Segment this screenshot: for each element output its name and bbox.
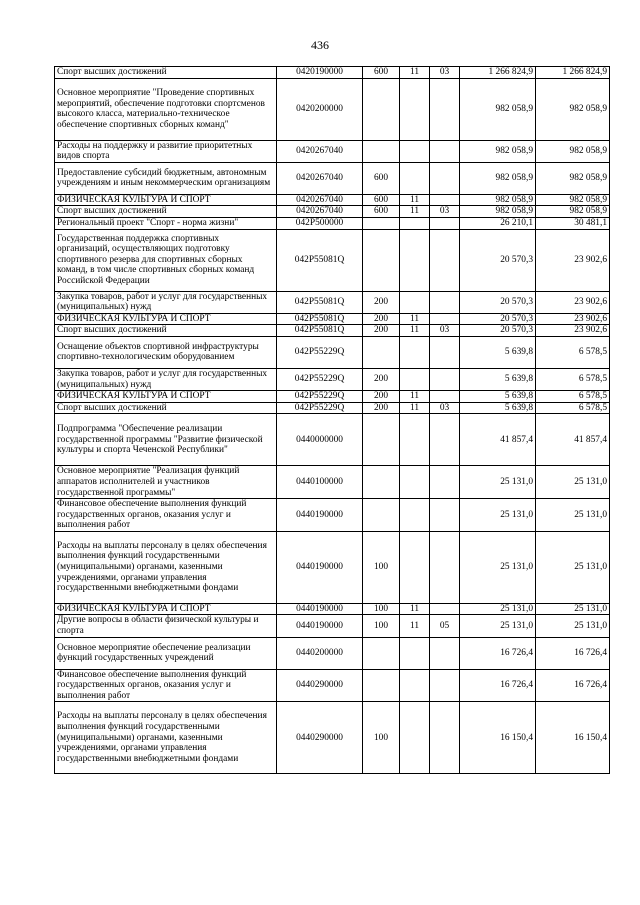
row-name-cell: ФИЗИЧЕСКАЯ КУЛЬТУРА И СПОРТ [55,603,277,615]
row-name-cell: Закупка товаров, работ и услуг для государственных (муниципальных) нужд [55,368,277,390]
row-rz-cell: 11 [400,615,430,637]
table-row [55,615,610,637]
row-sum2-cell: 25 131,0 [536,615,610,637]
row-csr-cell: 0420267040 [277,194,363,206]
row-csr-cell: 0420190000 [277,67,363,79]
row-vr-cell [363,229,400,291]
table-row [55,291,610,313]
row-vr-cell: 100 [363,615,400,637]
row-name-cell: Расходы на выплаты персоналу в целях обеспечения выполнения функций государственными (муниципальными) органами, казенными учреждениями, органами управления государственными внебюджетными фондами [55,531,277,603]
row-vr-cell: 200 [363,325,400,337]
table-row [55,78,610,140]
row-csr-cell: 0440290000 [277,702,363,774]
table-row [55,206,610,218]
row-pr-cell [430,291,460,313]
row-csr-cell: 042P55081Q [277,313,363,325]
row-rz-cell: 11 [400,391,430,403]
row-vr-cell: 200 [363,391,400,403]
row-csr-cell: 0420200000 [277,78,363,140]
row-sum1-cell: 982 058,9 [460,206,536,218]
row-pr-cell: 03 [430,206,460,218]
row-rz-cell [400,702,430,774]
table-row [55,217,610,229]
row-csr-cell: 042P55229Q [277,402,363,414]
row-pr-cell [430,466,460,499]
row-sum2-cell: 41 857,4 [536,414,610,466]
row-pr-cell [430,499,460,532]
row-name-cell: ФИЗИЧЕСКАЯ КУЛЬТУРА И СПОРТ [55,194,277,206]
table-row [55,325,610,337]
row-vr-cell: 600 [363,162,400,194]
row-pr-cell [430,531,460,603]
row-rz-cell: 11 [400,194,430,206]
row-sum2-cell: 25 131,0 [536,466,610,499]
table-row [55,140,610,162]
row-sum1-cell: 20 570,3 [460,291,536,313]
row-pr-cell [430,391,460,403]
row-name-cell: Предоставление субсидий бюджетным, автономным учреждениям и иным некоммерческим организациям [55,162,277,194]
row-rz-cell [400,140,430,162]
table-row [55,67,610,79]
row-csr-cell: 0440190000 [277,603,363,615]
row-pr-cell [430,78,460,140]
row-name-cell: Основное мероприятие "Реализация функций аппаратов исполнителей и участников государственной программы" [55,466,277,499]
row-sum1-cell: 5 639,8 [460,368,536,390]
table-row [55,637,610,669]
row-csr-cell: 0440190000 [277,615,363,637]
row-sum2-cell: 6 578,5 [536,368,610,390]
row-vr-cell: 200 [363,368,400,390]
row-rz-cell: 11 [400,325,430,337]
row-sum1-cell: 982 058,9 [460,78,536,140]
row-name-cell: Финансовое обеспечение выполнения функций государственных органов, оказания услуг и выполнения работ [55,499,277,532]
row-pr-cell [430,414,460,466]
row-vr-cell: 200 [363,291,400,313]
row-sum1-cell: 25 131,0 [460,603,536,615]
row-vr-cell: 600 [363,206,400,218]
row-sum1-cell: 982 058,9 [460,140,536,162]
row-sum1-cell: 16 150,4 [460,702,536,774]
row-sum1-cell: 25 131,0 [460,531,536,603]
row-csr-cell: 042P55081Q [277,291,363,313]
row-sum2-cell: 1 266 824,9 [536,67,610,79]
row-pr-cell [430,637,460,669]
row-pr-cell [430,669,460,702]
row-sum1-cell: 1 266 824,9 [460,67,536,79]
row-pr-cell [430,140,460,162]
row-rz-cell [400,499,430,532]
row-rz-cell [400,466,430,499]
row-pr-cell: 03 [430,67,460,79]
row-sum2-cell: 23 902,6 [536,229,610,291]
row-sum2-cell: 6 578,5 [536,391,610,403]
row-sum2-cell: 16 726,4 [536,669,610,702]
row-rz-cell: 11 [400,206,430,218]
row-rz-cell [400,78,430,140]
row-name-cell: Другие вопросы в области физической культуры и спорта [55,615,277,637]
row-name-cell: Подпрограмма "Обеспечение реализации государственной программы "Развитие физической культуры и спорта Чеченской Республики" [55,414,277,466]
row-csr-cell: 0420267040 [277,162,363,194]
row-sum2-cell: 30 481,1 [536,217,610,229]
row-name-cell: Основное мероприятие "Проведение спортивных мероприятий, обеспечение подготовки спортсменов высокого класса, материально-техническое обеспечение спортивных сборных команд" [55,78,277,140]
row-sum1-cell: 25 131,0 [460,499,536,532]
row-sum1-cell: 16 726,4 [460,669,536,702]
row-sum2-cell: 982 058,9 [536,78,610,140]
row-sum2-cell: 23 902,6 [536,313,610,325]
row-vr-cell [363,217,400,229]
row-csr-cell: 0440290000 [277,669,363,702]
row-sum1-cell: 16 726,4 [460,637,536,669]
row-vr-cell: 100 [363,702,400,774]
row-sum1-cell: 41 857,4 [460,414,536,466]
row-vr-cell [363,499,400,532]
row-rz-cell: 11 [400,313,430,325]
row-pr-cell [430,313,460,325]
row-pr-cell [430,194,460,206]
row-sum2-cell: 25 131,0 [536,499,610,532]
row-rz-cell [400,291,430,313]
row-name-cell: Спорт высших достижений [55,325,277,337]
table-row [55,669,610,702]
row-name-cell: ФИЗИЧЕСКАЯ КУЛЬТУРА И СПОРТ [55,391,277,403]
row-sum1-cell: 20 570,3 [460,325,536,337]
row-csr-cell: 0420267040 [277,140,363,162]
row-rz-cell [400,336,430,368]
row-sum1-cell: 5 639,8 [460,391,536,403]
row-vr-cell [363,78,400,140]
row-csr-cell: 0440190000 [277,499,363,532]
row-csr-cell: 0440100000 [277,466,363,499]
row-sum2-cell: 6 578,5 [536,336,610,368]
table-row [55,194,610,206]
row-sum2-cell: 6 578,5 [536,402,610,414]
row-csr-cell: 0420267040 [277,206,363,218]
row-sum2-cell: 982 058,9 [536,162,610,194]
row-rz-cell [400,162,430,194]
row-name-cell: Оснащение объектов спортивной инфраструктуры спортивно-технологическим оборудованием [55,336,277,368]
row-rz-cell [400,414,430,466]
row-sum1-cell: 5 639,8 [460,402,536,414]
row-sum1-cell: 982 058,9 [460,194,536,206]
row-csr-cell: 042P55081Q [277,229,363,291]
row-sum2-cell: 16 150,4 [536,702,610,774]
row-vr-cell [363,140,400,162]
row-vr-cell [363,637,400,669]
row-csr-cell: 0440200000 [277,637,363,669]
row-pr-cell [430,162,460,194]
row-vr-cell: 100 [363,603,400,615]
row-pr-cell: 03 [430,325,460,337]
row-rz-cell: 11 [400,603,430,615]
row-sum1-cell: 20 570,3 [460,229,536,291]
row-sum2-cell: 23 902,6 [536,291,610,313]
row-rz-cell [400,669,430,702]
table-row [55,336,610,368]
row-csr-cell: 042P55229Q [277,391,363,403]
row-vr-cell: 600 [363,194,400,206]
page-number: 436 [311,38,329,52]
row-sum2-cell: 982 058,9 [536,194,610,206]
row-pr-cell [430,217,460,229]
row-name-cell: Финансовое обеспечение выполнения функций государственных органов, оказания услуг и выполнения работ [55,669,277,702]
table-row [55,499,610,532]
row-rz-cell [400,637,430,669]
row-vr-cell: 200 [363,402,400,414]
table-row [55,531,610,603]
row-sum2-cell: 982 058,9 [536,206,610,218]
row-pr-cell [430,229,460,291]
table-row [55,466,610,499]
row-name-cell: Региональный проект "Спорт - норма жизни" [55,217,277,229]
row-name-cell: Расходы на поддержку и развитие приоритетных видов спорта [55,140,277,162]
budget-table [54,66,610,774]
row-pr-cell [430,368,460,390]
row-csr-cell: 042P55081Q [277,325,363,337]
table-row [55,702,610,774]
row-sum2-cell: 25 131,0 [536,603,610,615]
row-csr-cell: 0440190000 [277,531,363,603]
row-name-cell: Государственная поддержка спортивных организаций, осуществляющих подготовку спортивного резерва для спортивных сборных команд, в том числе спортивных сборных команд Российской Федерации [55,229,277,291]
row-vr-cell [363,669,400,702]
row-csr-cell: 042P55229Q [277,336,363,368]
row-vr-cell [363,336,400,368]
table-row [55,313,610,325]
row-sum1-cell: 982 058,9 [460,162,536,194]
row-vr-cell [363,414,400,466]
row-pr-cell: 03 [430,402,460,414]
row-sum1-cell: 25 131,0 [460,615,536,637]
row-pr-cell [430,603,460,615]
row-rz-cell: 11 [400,402,430,414]
row-name-cell: ФИЗИЧЕСКАЯ КУЛЬТУРА И СПОРТ [55,313,277,325]
table-row [55,229,610,291]
row-sum2-cell: 23 902,6 [536,325,610,337]
row-csr-cell: 042P500000 [277,217,363,229]
row-rz-cell: 11 [400,67,430,79]
row-rz-cell [400,217,430,229]
table-row [55,414,610,466]
table-body [55,67,610,774]
row-name-cell: Закупка товаров, работ и услуг для государственных (муниципальных) нужд [55,291,277,313]
row-vr-cell [363,466,400,499]
table-row [55,162,610,194]
row-pr-cell [430,336,460,368]
row-name-cell: Спорт высших достижений [55,402,277,414]
row-name-cell: Основное мероприятие обеспечение реализации функций государственных учреждений [55,637,277,669]
row-sum1-cell: 20 570,3 [460,313,536,325]
row-rz-cell [400,531,430,603]
table-row [55,391,610,403]
row-rz-cell [400,368,430,390]
row-csr-cell: 0440000000 [277,414,363,466]
table-row [55,402,610,414]
row-rz-cell [400,229,430,291]
row-sum2-cell: 982 058,9 [536,140,610,162]
table-row [55,603,610,615]
row-sum1-cell: 25 131,0 [460,466,536,499]
row-sum1-cell: 5 639,8 [460,336,536,368]
table-row [55,368,610,390]
row-csr-cell: 042P55229Q [277,368,363,390]
row-sum1-cell: 26 210,1 [460,217,536,229]
row-name-cell: Расходы на выплаты персоналу в целях обеспечения выполнения функций государственными (муниципальными) органами, казенными учреждениями, органами управления государственными внебюджетными фондами [55,702,277,774]
row-name-cell: Спорт высших достижений [55,67,277,79]
row-pr-cell: 05 [430,615,460,637]
row-vr-cell: 200 [363,313,400,325]
row-sum2-cell: 25 131,0 [536,531,610,603]
row-pr-cell [430,702,460,774]
row-sum2-cell: 16 726,4 [536,637,610,669]
row-vr-cell: 600 [363,67,400,79]
row-vr-cell: 100 [363,531,400,603]
row-name-cell: Спорт высших достижений [55,206,277,218]
